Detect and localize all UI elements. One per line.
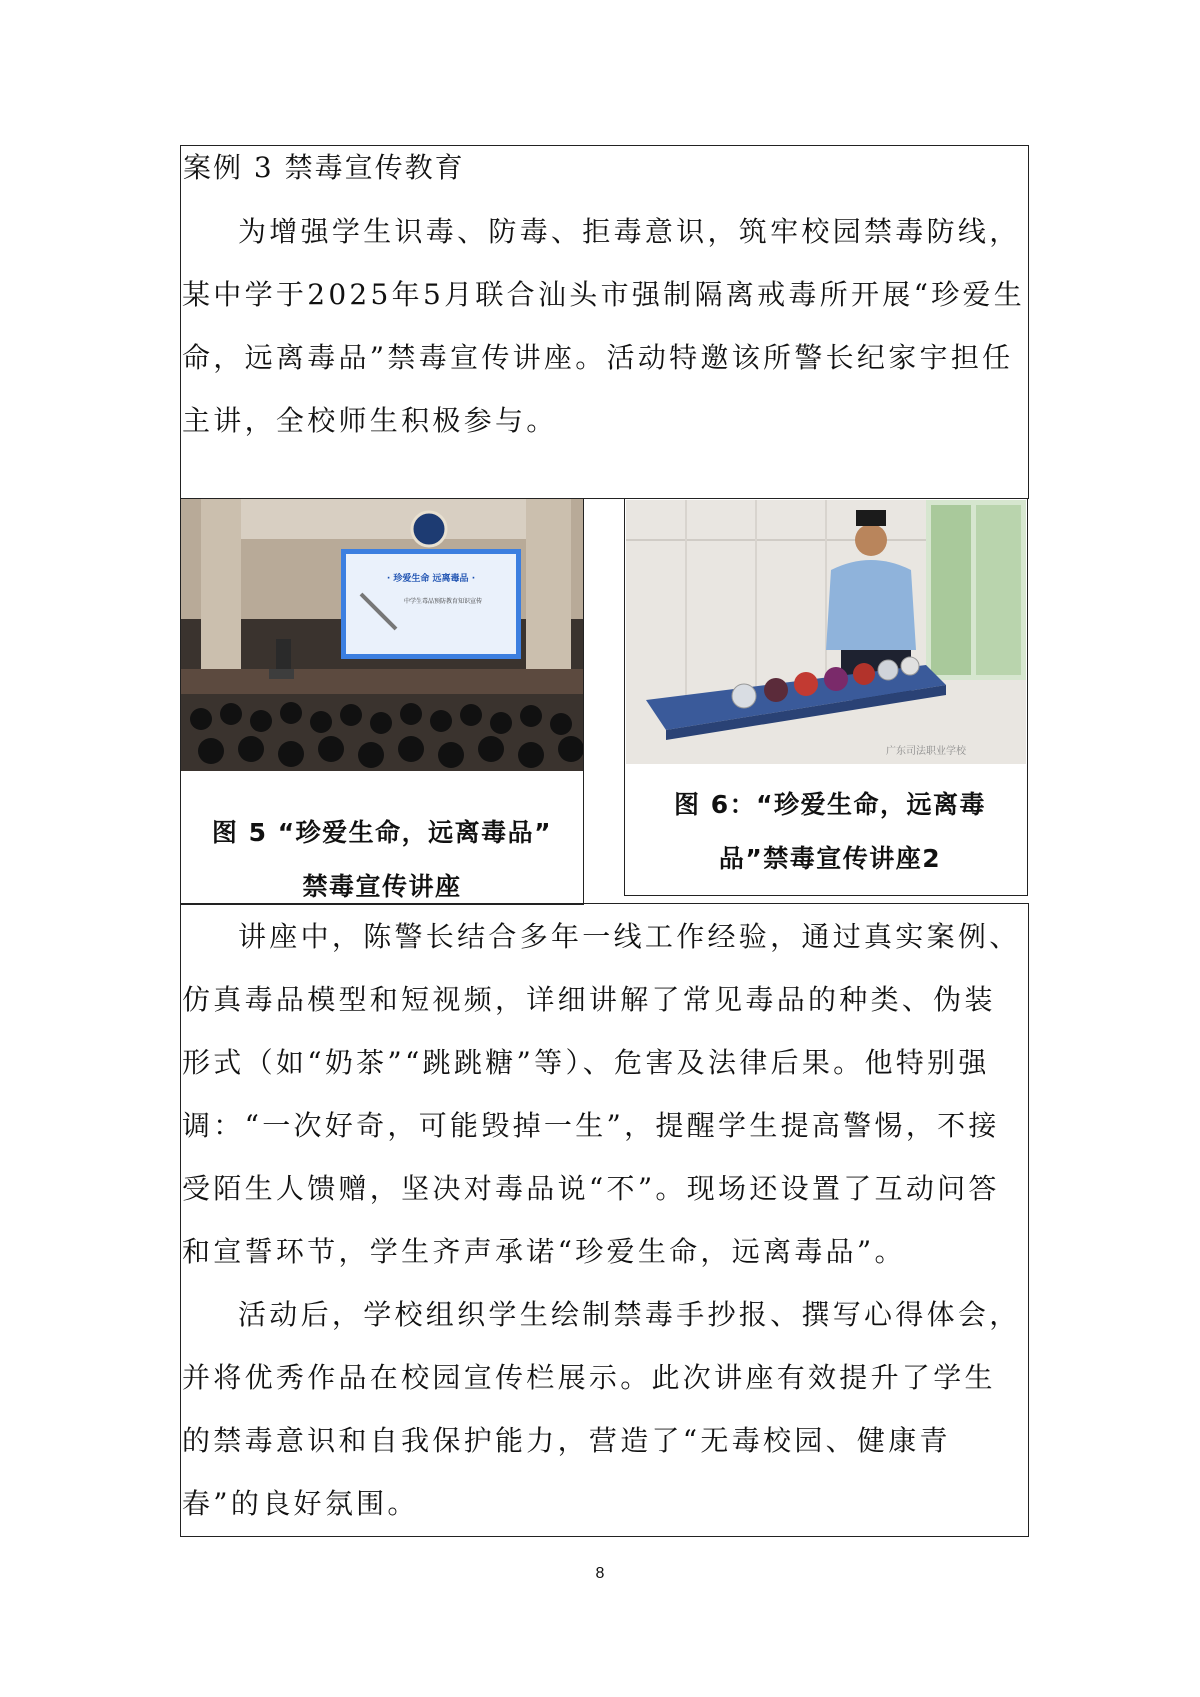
page-number: 8 — [595, 1565, 605, 1582]
intro-paragraph: 为增强学生识毒、防毒、拒毒意识，筑牢校园禁毒防线，某中学于2025年5月联合汕头市强制隔离戒毒所开展“珍爱生命，远离毒品”禁毒宣传讲座。活动特邀该所警长纪家宇担任主讲，全校师生积极参与。 — [182, 215, 1026, 437]
body-paragraph-2: 活动后，学校组织学生绘制禁毒手抄报、撰写心得体会，并将优秀作品在校园宣传栏展示。此次讲座有效提升了学生的禁毒意识和自我保护能力，营造了“无毒校园、健康青春”的良好氛围。 — [182, 1298, 1021, 1520]
photo-watermark: 广东司法职业学校 — [886, 746, 966, 757]
figure-6-caption-line1: 图 6：“珍爱生命，远离毒 — [673, 790, 987, 819]
figure-5-caption — [186, 806, 578, 914]
screen-title: · 珍爱生命 远离毒品 · — [386, 574, 476, 584]
figure-5-caption-line2: 禁毒宣传讲座 — [302, 872, 462, 901]
officer-demonstration-photo — [626, 500, 1026, 764]
case-heading: 案例 3 禁毒宣传教育 — [183, 151, 465, 184]
lecture-hall-photo — [181, 499, 583, 771]
figure-5-caption-line1: 图 5 “珍爱生命，远离毒品” — [211, 818, 553, 847]
figure-6-caption — [640, 778, 1020, 886]
figure-6-caption-line2: 品”禁毒宣传讲座2 — [718, 844, 942, 873]
screen-subtitle: 中学生毒品预防教育知识宣传 — [403, 598, 483, 605]
body-paragraph-1: 讲座中，陈警长结合多年一线工作经验，通过真实案例、仿真毒品模型和短视频，详细讲解了常见毒品的种类、伪装形式（如“奶茶”“跳跳糖”等）、危害及法律后果。他特别强调：“一次好奇，可能毁掉一生”，提醒学生提高警惕，不接受陌生人馈赠，坚决对毒品说“不”。现场还设置了互动问答和宣誓环节，学生齐声承诺“珍爱生命，远离毒品”。 — [182, 920, 1021, 1268]
